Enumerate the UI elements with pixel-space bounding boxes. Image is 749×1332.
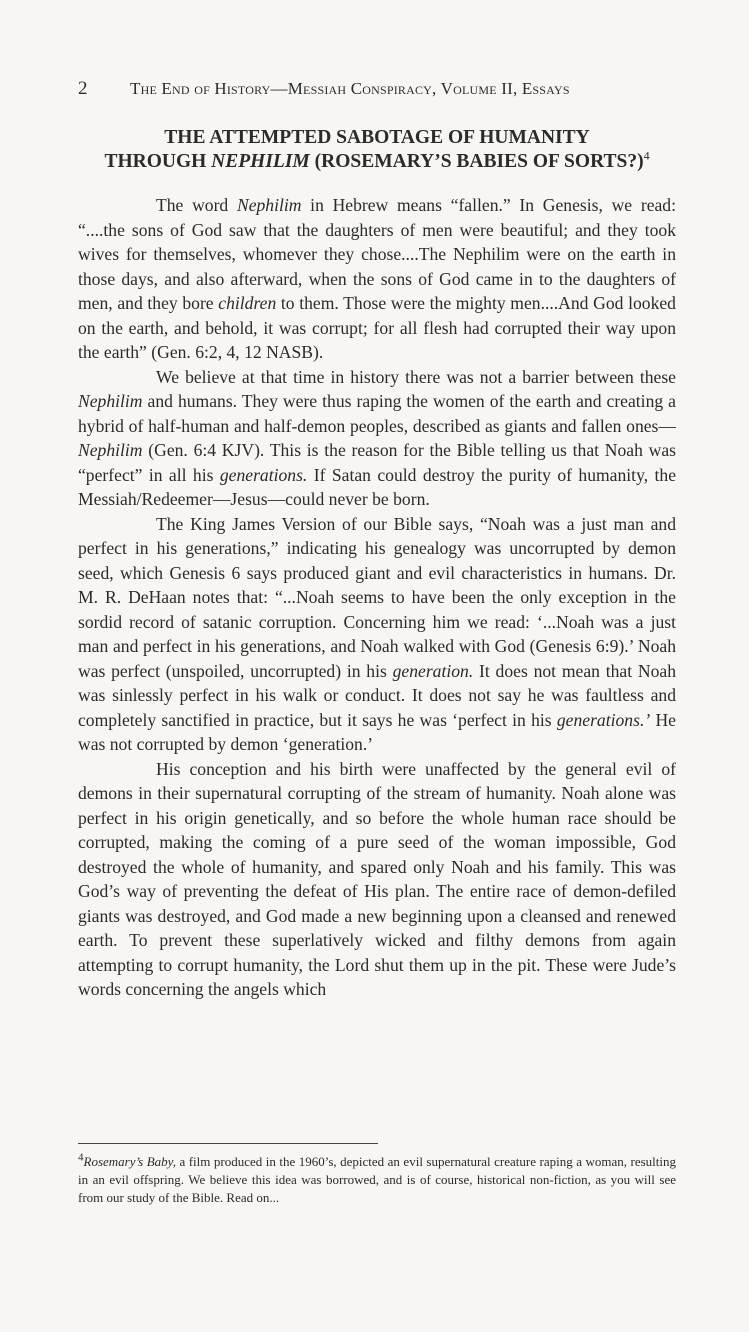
p2-italic-3: generations. (219, 464, 308, 485)
p2-italic-1: Nephilim (78, 391, 143, 411)
p3-text-3: He was not corrupted by demon ‘generation.’ (78, 709, 676, 754)
paragraph-4 (78, 757, 676, 1002)
running-header (78, 78, 678, 100)
body-text (78, 193, 676, 1002)
footnote-text: a film produced in the 1960’s, depicted an evil supernatural creature raping a woman, resulting in an evil offspring. We believe this idea was borrowed, and is of course, historical non-fiction, as you will see from our study of the Bible. Read on... (78, 1154, 676, 1205)
p1-text-1: The word (156, 195, 237, 215)
footnote-mark: 4 (78, 1151, 84, 1164)
p2-text-1: We believe at that time in history there was not a barrier between these (156, 366, 676, 387)
p1-text-2: in Hebrew means “fallen.” In Genesis, we read: “....the sons of God saw that the daughters of men were beautiful; and they took wives for themselves, whomever they chose....The Nephilim were on the earth in those days, and also afterward, when the sons of God came in to the daughters of men, and they bore (78, 195, 676, 313)
p1-italic-2: children (218, 293, 277, 313)
p3-text-2: It does not mean that Noah was sinlessly perfect in his walk or conduct. It does not say he was faultless and completely sanctified in practice, but it says he was ‘perfect in his (78, 660, 676, 730)
running-title: The End of History—Messiah Conspiracy, Volume II, Essays (130, 79, 570, 98)
footnote-film-title: Rosemary’s Baby, (83, 1154, 176, 1169)
section-title (78, 126, 676, 174)
footnote (78, 1153, 676, 1207)
p3-italic-1: generation. (392, 660, 474, 681)
p4-text-1: His conception and his birth were unaffected by the general evil of demons in their supernatural corrupting of the stream of humanity. Noah alone was perfect in his origin genetically, and so before the whole human race should be corrupted, making the coming of a pure seed of the woman impossible, God destroyed the whole of humanity, and spared only Noah and his family. This was God’s way of preventing the defeat of His plan. The entire race of demon-defiled giants was destroyed, and God made a new beginning upon a cleansed and renewed earth. To prevent these superlatively wicked and filthy demons from again attempting to corrupt humanity, the Lord shut them up in the pit. These were Jude’s words concerning the angels which (78, 758, 676, 999)
title-nephilim: NEPHILIM (211, 151, 310, 172)
footnote-divider (78, 1143, 378, 1144)
title-line-2 (78, 150, 676, 174)
title-line-1: THE ATTEMPTED SABOTAGE OF HUMANITY (164, 127, 590, 148)
p3-text-1: The King James Version of our Bible says, “Noah was a just man and perfect in his generations,” indicating his genealogy was uncorrupted by demon seed, which Genesis 6 says produced giant and evil characteristics in humans. Dr. M. R. DeHaan notes that: “...Noah seems to have been the only exception in the sordid record of satanic corruption. Concerning him we read: ‘...Noah was a just man and perfect in his generations, and Noah walked with God (Genesis 6:9).’ Noah was perfect (unspoiled, uncorrupted) in his (78, 513, 676, 681)
page-number: 2 (78, 78, 88, 99)
title-line-2-pre: THROUGH (104, 151, 212, 172)
p2-text-3: (Gen. 6:4 KJV). This is the reason for the Bible telling us that Noah was “perfect” in all his (78, 440, 676, 485)
p1-italic-1: Nephilim (236, 195, 302, 215)
p1-text-3: to them. Those were the mighty men....And God looked on the earth, and behold, it was corrupt; for all flesh had corrupted their way upon the earth” (Gen. 6:2, 4, 12 NASB). (78, 293, 676, 362)
footnote-reference: 4 (643, 148, 650, 163)
p2-text-2: and humans. They were thus raping the women of the earth and creating a hybrid of half-human and half-demon peoples, described as giants and fallen ones— (78, 391, 676, 436)
paragraph-1 (78, 193, 676, 365)
paragraph-3 (78, 512, 676, 757)
p3-italic-2: generations.’ (556, 709, 651, 730)
p2-text-4: If Satan could destroy the purity of humanity, the Messiah/Redeemer—Jesus—could never be born. (78, 464, 677, 509)
p2-italic-2: Nephilim (78, 440, 143, 460)
paragraph-2 (78, 365, 676, 512)
title-line-2-post: (ROSEMARY’S BABIES OF SORTS?) (309, 151, 644, 172)
